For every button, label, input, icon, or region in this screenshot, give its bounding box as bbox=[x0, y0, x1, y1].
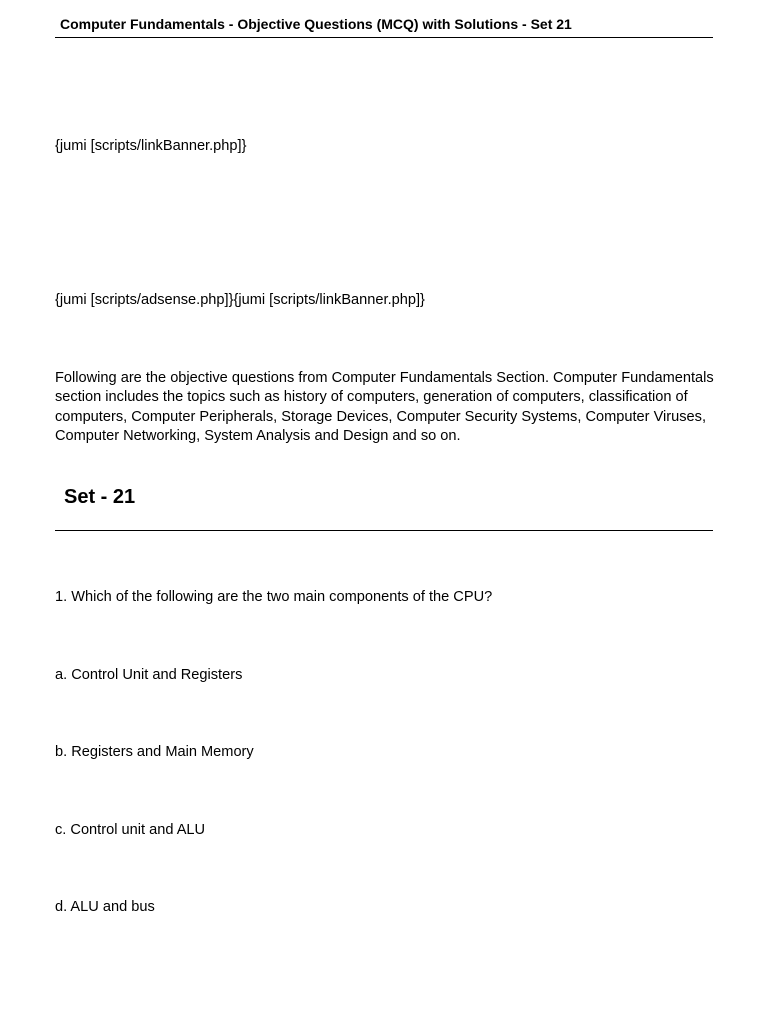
set-heading: Set - 21 bbox=[64, 486, 136, 508]
intro-paragraph: Following are the objective questions from Computer Fundamentals Section. Computer Fundamentals section includes the topics such as history of computers, generation of computers, classification of computers, Computer Peripherals, Storage Devices, Computer Security Systems, Computer Viruses, Computer Networking, System Analysis and Design and so on. bbox=[55, 370, 714, 444]
option-a: a. Control Unit and Registers bbox=[55, 667, 243, 683]
page-header-title: Computer Fundamentals - Objective Questions (MCQ) with Solutions - Set 21 bbox=[60, 16, 572, 32]
option-d: d. ALU and bus bbox=[55, 899, 155, 915]
jumi-adsense-placeholder: {jumi [scripts/adsense.php]}{jumi [scripts/linkBanner.php]} bbox=[55, 292, 425, 308]
question-text: 1. Which of the following are the two main components of the CPU? bbox=[55, 589, 493, 605]
set-divider bbox=[55, 530, 713, 531]
option-c: c. Control unit and ALU bbox=[55, 822, 206, 838]
option-b: b. Registers and Main Memory bbox=[55, 744, 254, 760]
jumi-link-banner-placeholder: {jumi [scripts/linkBanner.php]} bbox=[55, 138, 247, 154]
header-divider bbox=[55, 37, 713, 38]
